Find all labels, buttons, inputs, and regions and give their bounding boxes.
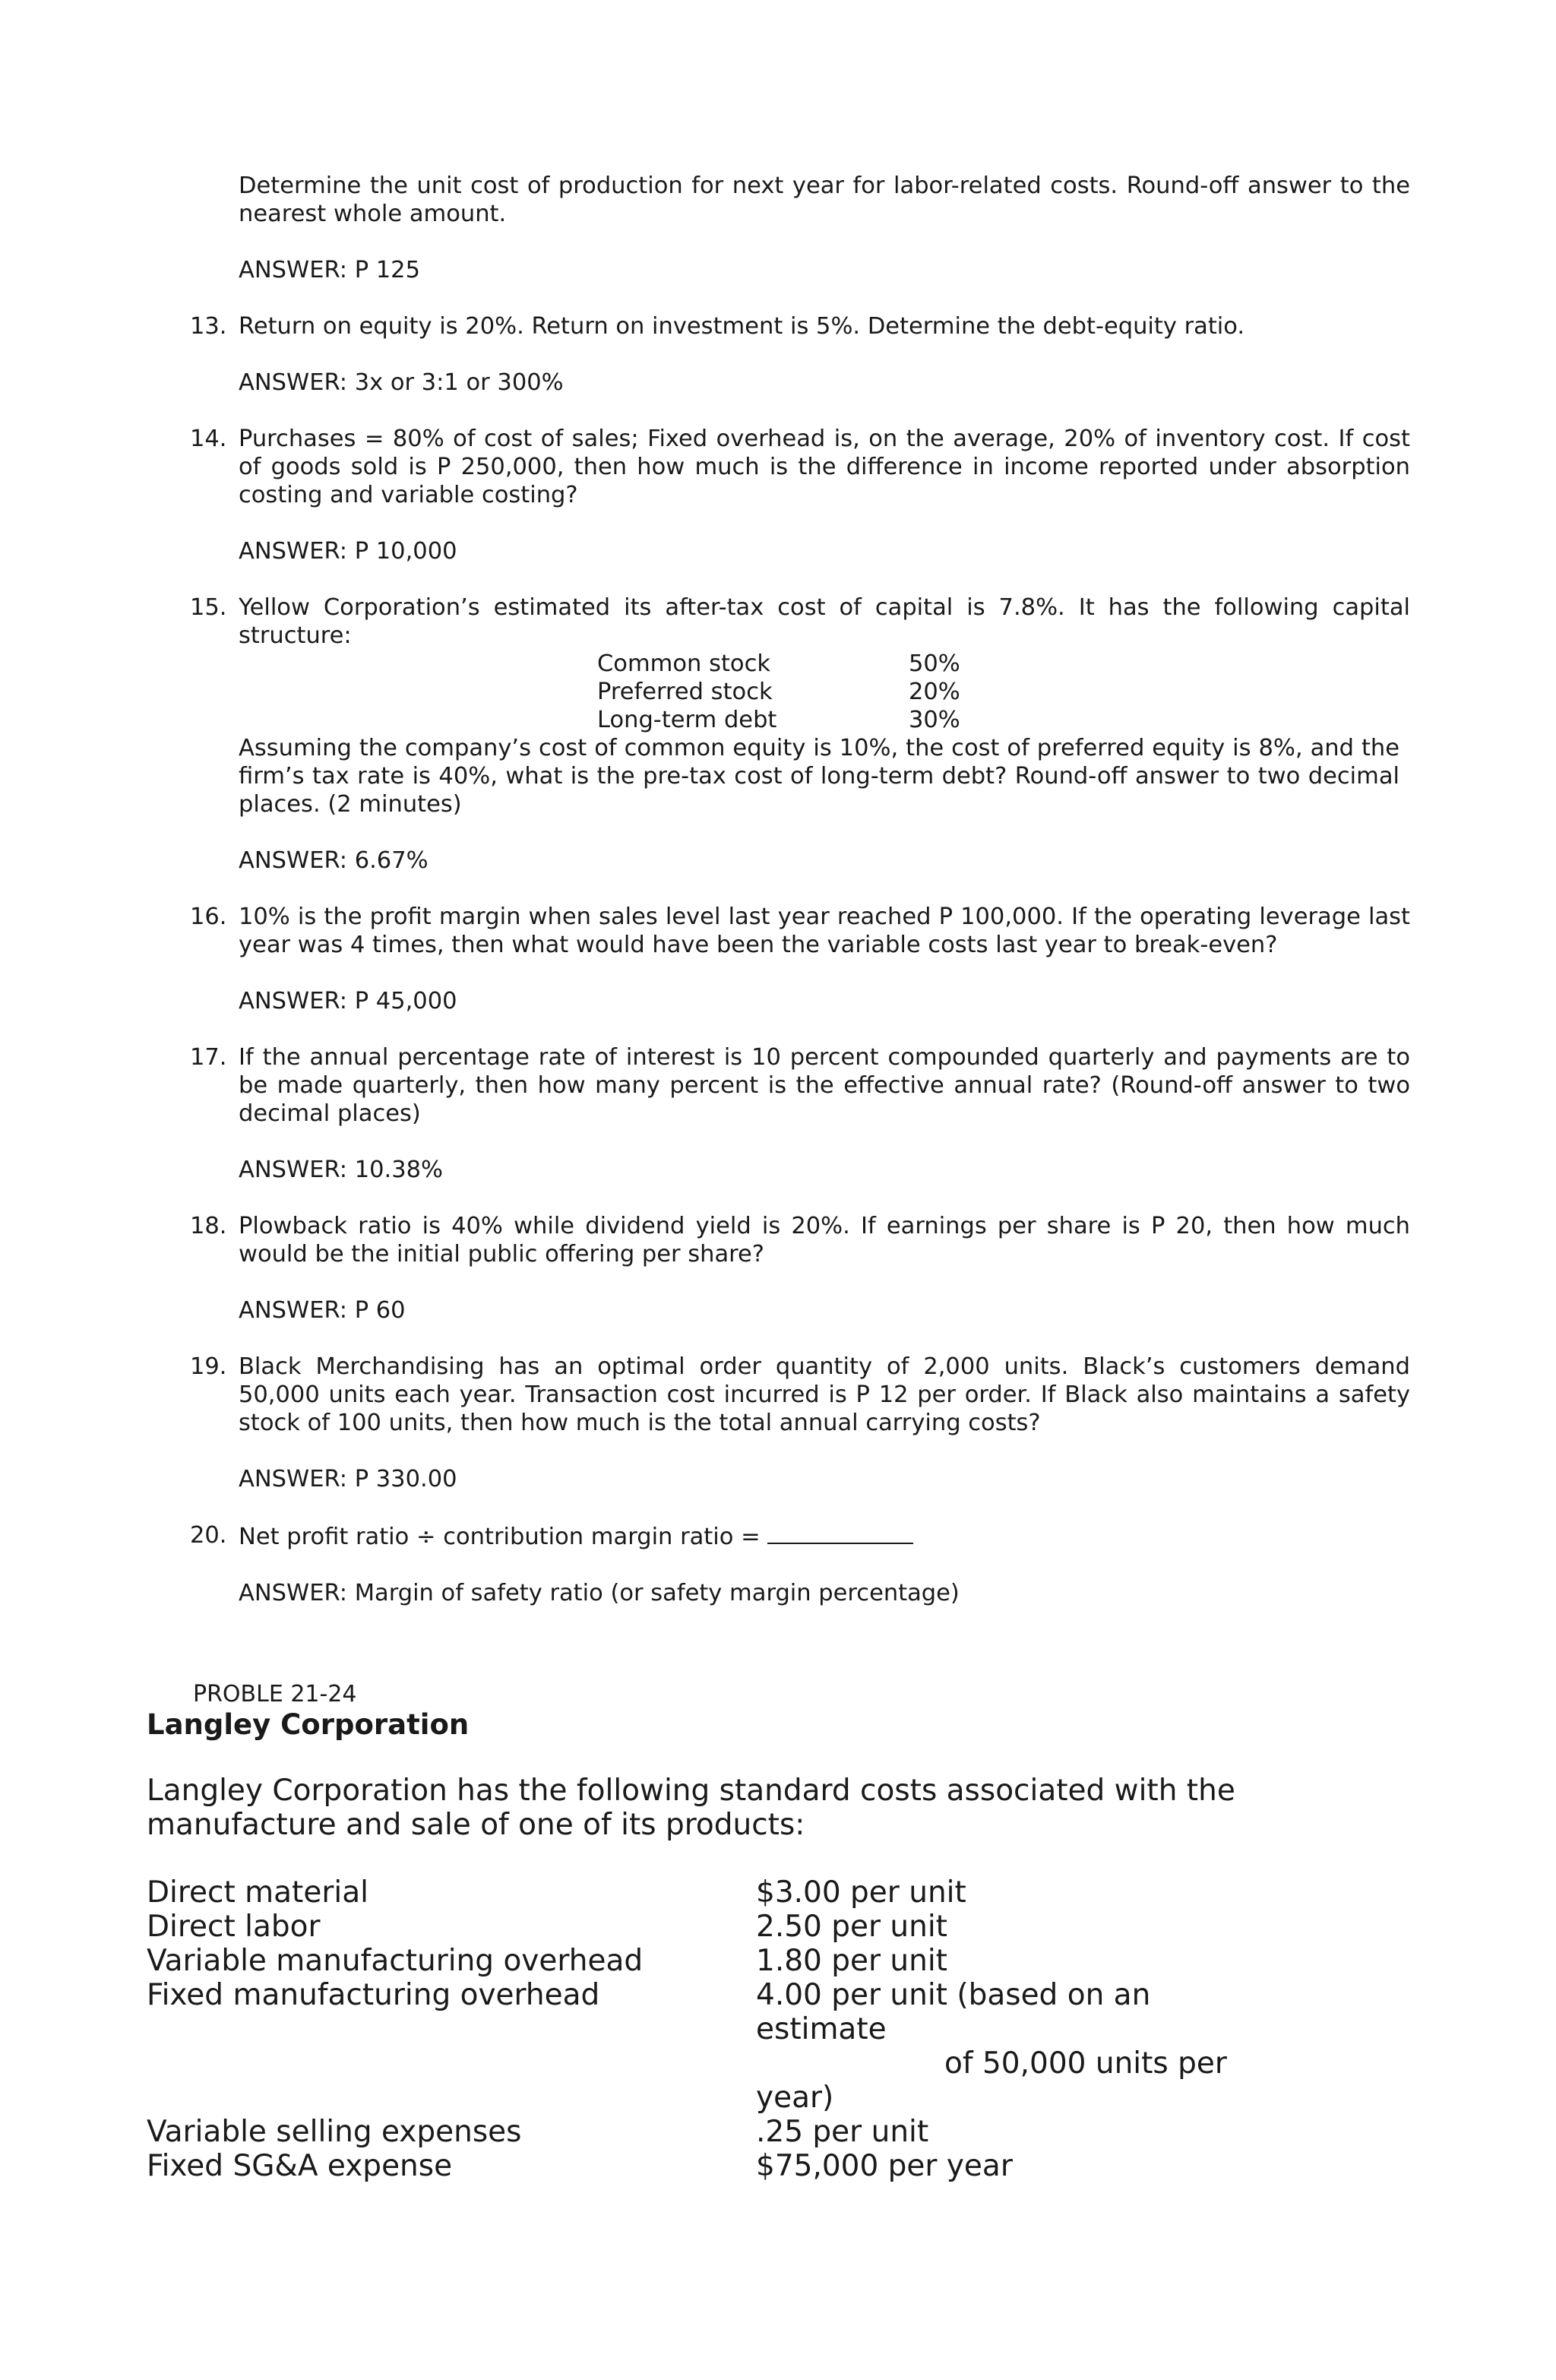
standard-costs-list: [147, 1875, 1400, 2183]
question-18: [190, 1212, 1410, 1268]
capital-percent: 30%: [909, 707, 960, 733]
cost-row: [147, 2149, 1400, 2183]
question-number: 19.: [190, 1353, 227, 1380]
problem-intro: Langley Corporation has the following standard costs associated with the manufacture and sale of one of its products:: [147, 1774, 1235, 1842]
capital-structure-table: [190, 650, 1410, 734]
question-text: Yellow Corporation’s estimated its after-tax cost of capital is 7.8%. It has the following capital structure:: [239, 594, 1410, 649]
answer-19: ANSWER: P 330.00: [239, 1466, 457, 1492]
question-number: 16.: [190, 904, 227, 930]
cost-row: [147, 1944, 1400, 1978]
cost-label: Direct material: [147, 1875, 368, 1910]
cost-label: Fixed SG&A expense: [147, 2149, 453, 2183]
questions-section: [190, 172, 1410, 1607]
question-number: 13.: [190, 313, 227, 340]
question-number: 14.: [190, 426, 227, 452]
cost-value: $75,000 per year: [756, 2149, 1013, 2183]
answer-15: ANSWER: 6.67%: [239, 847, 429, 874]
question-19: [190, 1353, 1410, 1437]
cost-value: 2.50 per unit: [756, 1910, 947, 1944]
answer-blank: [767, 1521, 913, 1544]
cost-label: Variable manufacturing overhead: [147, 1944, 644, 1978]
cost-label: Direct labor: [147, 1910, 321, 1944]
question-13: [190, 312, 1410, 340]
answer-14: ANSWER: P 10,000: [239, 538, 457, 565]
question-text: 10% is the profit margin when sales level last year reached P 100,000. If the operating leverage last year was 4 times, then what would have been the variable costs last year to break-even?: [239, 904, 1410, 958]
answer-17: ANSWER: 10.38%: [239, 1157, 443, 1183]
question-text-row: [239, 1521, 1410, 1551]
question-14: [190, 425, 1410, 509]
cost-value-continuation: of 50,000 units per: [944, 2046, 1227, 2081]
cost-value-continuation: year): [756, 2081, 834, 2115]
question-15-continuation: Assuming the company’s cost of common equity is 10%, the cost of preferred equity is 8%, and the firm’s tax rate is 40%, what is the pre-tax cost of long-term debt? Round-off answer to two decimal places. (2 minutes): [239, 735, 1399, 818]
cost-label: Variable selling expenses: [147, 2115, 522, 2149]
cost-row: [147, 2115, 1400, 2149]
question-17: [190, 1043, 1410, 1128]
cost-row: [147, 1875, 1400, 1910]
question-text: Plowback ratio is 40% while dividend yield is 20%. If earnings per share is P 20, then how much would be the initial public offering per share?: [239, 1213, 1410, 1268]
cost-label: Fixed manufacturing overhead: [147, 1978, 600, 2012]
intro-answer: ANSWER: P 125: [239, 257, 420, 283]
intro-question-text: Determine the unit cost of production for next year for labor-related costs. Round-off answer to the nearest whole amount.: [239, 172, 1410, 227]
question-number: 18.: [190, 1213, 227, 1239]
question-16: [190, 903, 1410, 959]
capital-name: Common stock: [597, 650, 771, 677]
cost-value: 1.80 per unit: [756, 1944, 947, 1978]
answer-16: ANSWER: P 45,000: [239, 988, 457, 1014]
cost-row: [147, 1910, 1400, 1944]
question-text: Net profit ratio ÷ contribution margin ratio =: [239, 1524, 761, 1550]
capital-name: Long-term debt: [597, 707, 777, 733]
problem-title: Langley Corporation: [147, 1708, 470, 1741]
question-15: [190, 593, 1410, 650]
question-text: Return on equity is 20%. Return on investment is 5%. Determine the debt-equity ratio.: [239, 313, 1245, 340]
question-20: [190, 1521, 1410, 1551]
cost-row: [147, 1978, 1400, 2115]
cost-value: 4.00 per unit (based on an estimate: [756, 1978, 1151, 2046]
cost-value: $3.00 per unit: [756, 1875, 966, 1910]
answer-13: ANSWER: 3x or 3:1 or 300%: [239, 369, 564, 396]
question-number: 20.: [190, 1522, 227, 1549]
capital-name: Preferred stock: [597, 679, 773, 705]
question-text: Black Merchandising has an optimal order quantity of 2,000 units. Black’s customers demand 50,000 units each year. Transaction cost incurred is P 12 per order. If Black also maintains a safety stock of 100 units, then how much is the total annual carrying costs?: [239, 1353, 1410, 1436]
capital-percent: 50%: [909, 650, 960, 677]
capital-percent: 20%: [909, 679, 960, 705]
answer-20: ANSWER: Margin of safety ratio (or safety margin percentage): [239, 1580, 960, 1606]
cost-value: .25 per unit: [756, 2115, 929, 2149]
question-text: Purchases = 80% of cost of sales; Fixed overhead is, on the average, 20% of inventory cost. If cost of goods sold is P 250,000, then how much is the difference in income reported under absorption costing and variable costing?: [239, 426, 1410, 508]
problem-label: PROBLE 21-24: [193, 1681, 357, 1707]
question-text: If the annual percentage rate of interest is 10 percent compounded quarterly and payments are to be made quarterly, then how many percent is the effective annual rate? (Round-off answer to two decimal places): [239, 1044, 1410, 1127]
answer-18: ANSWER: P 60: [239, 1297, 406, 1324]
question-number: 15.: [190, 594, 227, 621]
question-number: 17.: [190, 1044, 227, 1071]
